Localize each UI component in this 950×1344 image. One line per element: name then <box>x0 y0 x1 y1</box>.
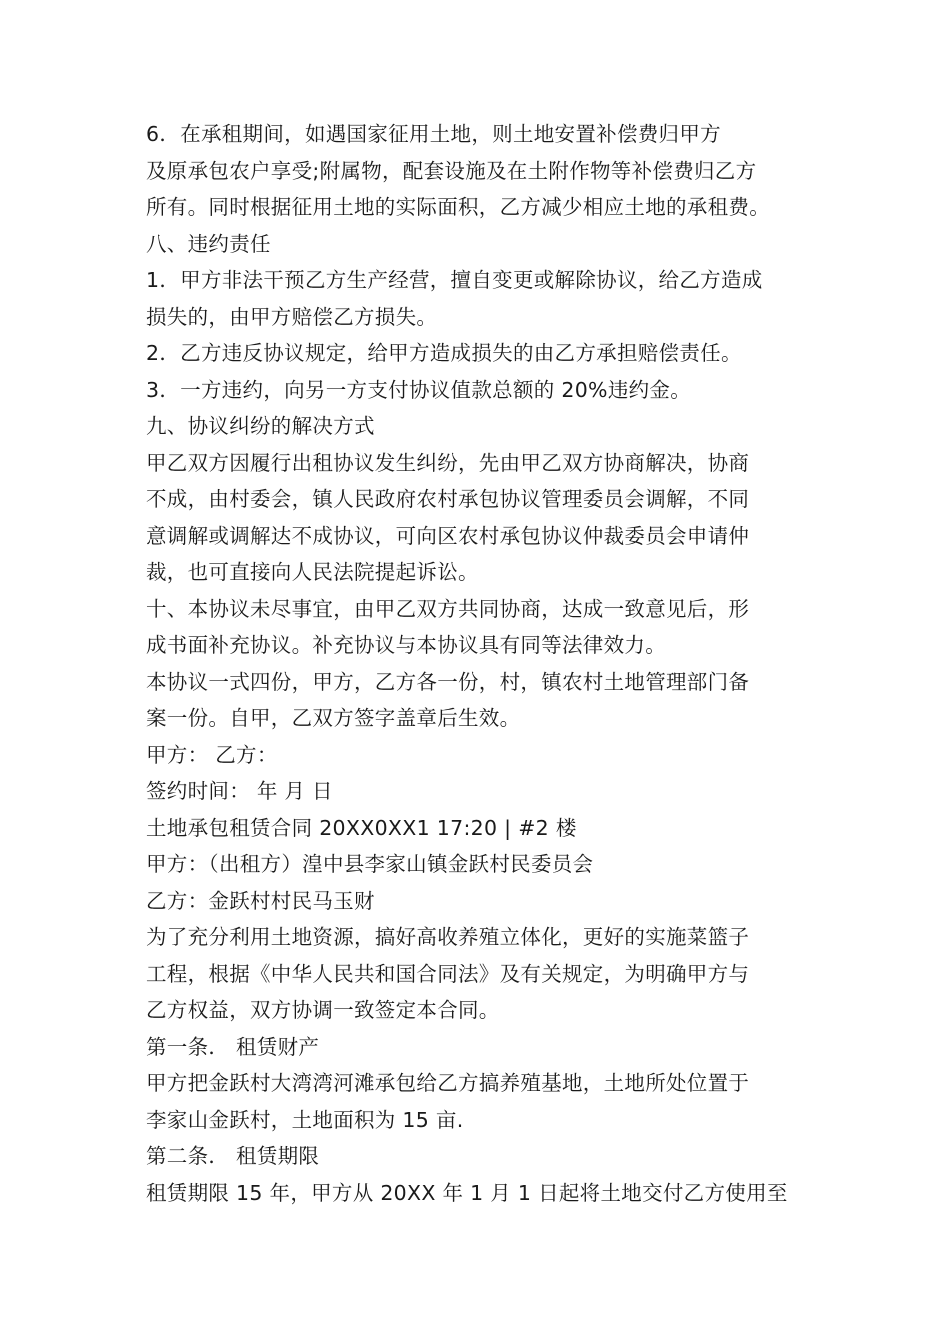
text-line: 案一份。自甲，乙双方签字盖章后生效。 <box>146 706 521 730</box>
text-line: 工程，根据《中华人民共和国合同法》及有关规定，为明确甲方与 <box>146 961 750 986</box>
signature-parties: 甲方： 乙方： <box>146 742 278 767</box>
signing-date: 签约时间： 年 月 日 <box>146 779 333 803</box>
text-line: 不成，由村委会，镇人民政府农村承包协议管理委员会调解，不同 <box>146 487 750 511</box>
text-line: 本协议一式四份，甲方，乙方各一份，村，镇农村土地管理部门备 <box>146 669 750 694</box>
text-line: 成书面补充协议。补充协议与本协议具有同等法律效力。 <box>146 633 666 657</box>
section-heading: 八、违约责任 <box>146 231 271 256</box>
post-header: 土地承包租赁合同 20XX0XX1 17:20 | #2 楼 <box>146 815 577 840</box>
text-line: 意调解或调解达不成协议，可向区农村承包协议仲裁委员会申请仲 <box>146 523 750 548</box>
text-line: 十、本协议未尽事宜，由甲乙双方共同协商，达成一致意见后，形 <box>146 596 750 621</box>
text-line: 为了充分利用土地资源，搞好高收养殖立体化，更好的实施菜篮子 <box>146 925 750 949</box>
text-line: 6．在承租期间，如遇国家征用土地，则土地安置补偿费归甲方 <box>146 122 721 146</box>
text-line: 裁，也可直接向人民法院提起诉讼。 <box>146 560 479 584</box>
text-line: 李家山金跃村，土地面积为 15 亩. <box>146 1107 464 1132</box>
text-line: 损失的，由甲方赔偿乙方损失。 <box>146 304 438 329</box>
section-heading: 九、协议纠纷的解决方式 <box>146 414 375 438</box>
party-b: 乙方：金跃村村民马玉财 <box>146 888 375 913</box>
text-line: 3．一方违约，向另一方支付协议值款总额的 20%违约金。 <box>146 377 692 402</box>
text-line: 2．乙方违反协议规定，给甲方造成损失的由乙方承担赔偿责任。 <box>146 341 742 365</box>
text-line: 及原承包农户享受;附属物，配套设施及在土附作物等补偿费归乙方 <box>146 158 757 183</box>
text-line: 甲方把金跃村大湾湾河滩承包给乙方搞养殖基地，土地所处位置于 <box>146 1071 750 1095</box>
article-heading: 第一条． 租赁财产 <box>146 1034 320 1059</box>
document-body <box>146 116 810 1211</box>
text-line: 乙方权益，双方协调一致签定本合同。 <box>146 998 500 1022</box>
party-a: 甲方：（出租方）湟中县李家山镇金跃村民委员会 <box>146 852 594 876</box>
text-line: 甲乙双方因履行出租协议发生纠纷，先由甲乙双方协商解决，协商 <box>146 450 750 475</box>
text-line: 租赁期限 15 年，甲方从 20XX 年 1 月 1 日起将土地交付乙方使用至 <box>146 1180 788 1205</box>
article-heading: 第二条． 租赁期限 <box>146 1144 320 1168</box>
text-line: 所有。同时根据征用土地的实际面积，乙方减少相应土地的承租费。 <box>146 195 770 219</box>
text-line: 1．甲方非法干预乙方生产经营，擅自变更或解除协议，给乙方造成 <box>146 268 763 292</box>
